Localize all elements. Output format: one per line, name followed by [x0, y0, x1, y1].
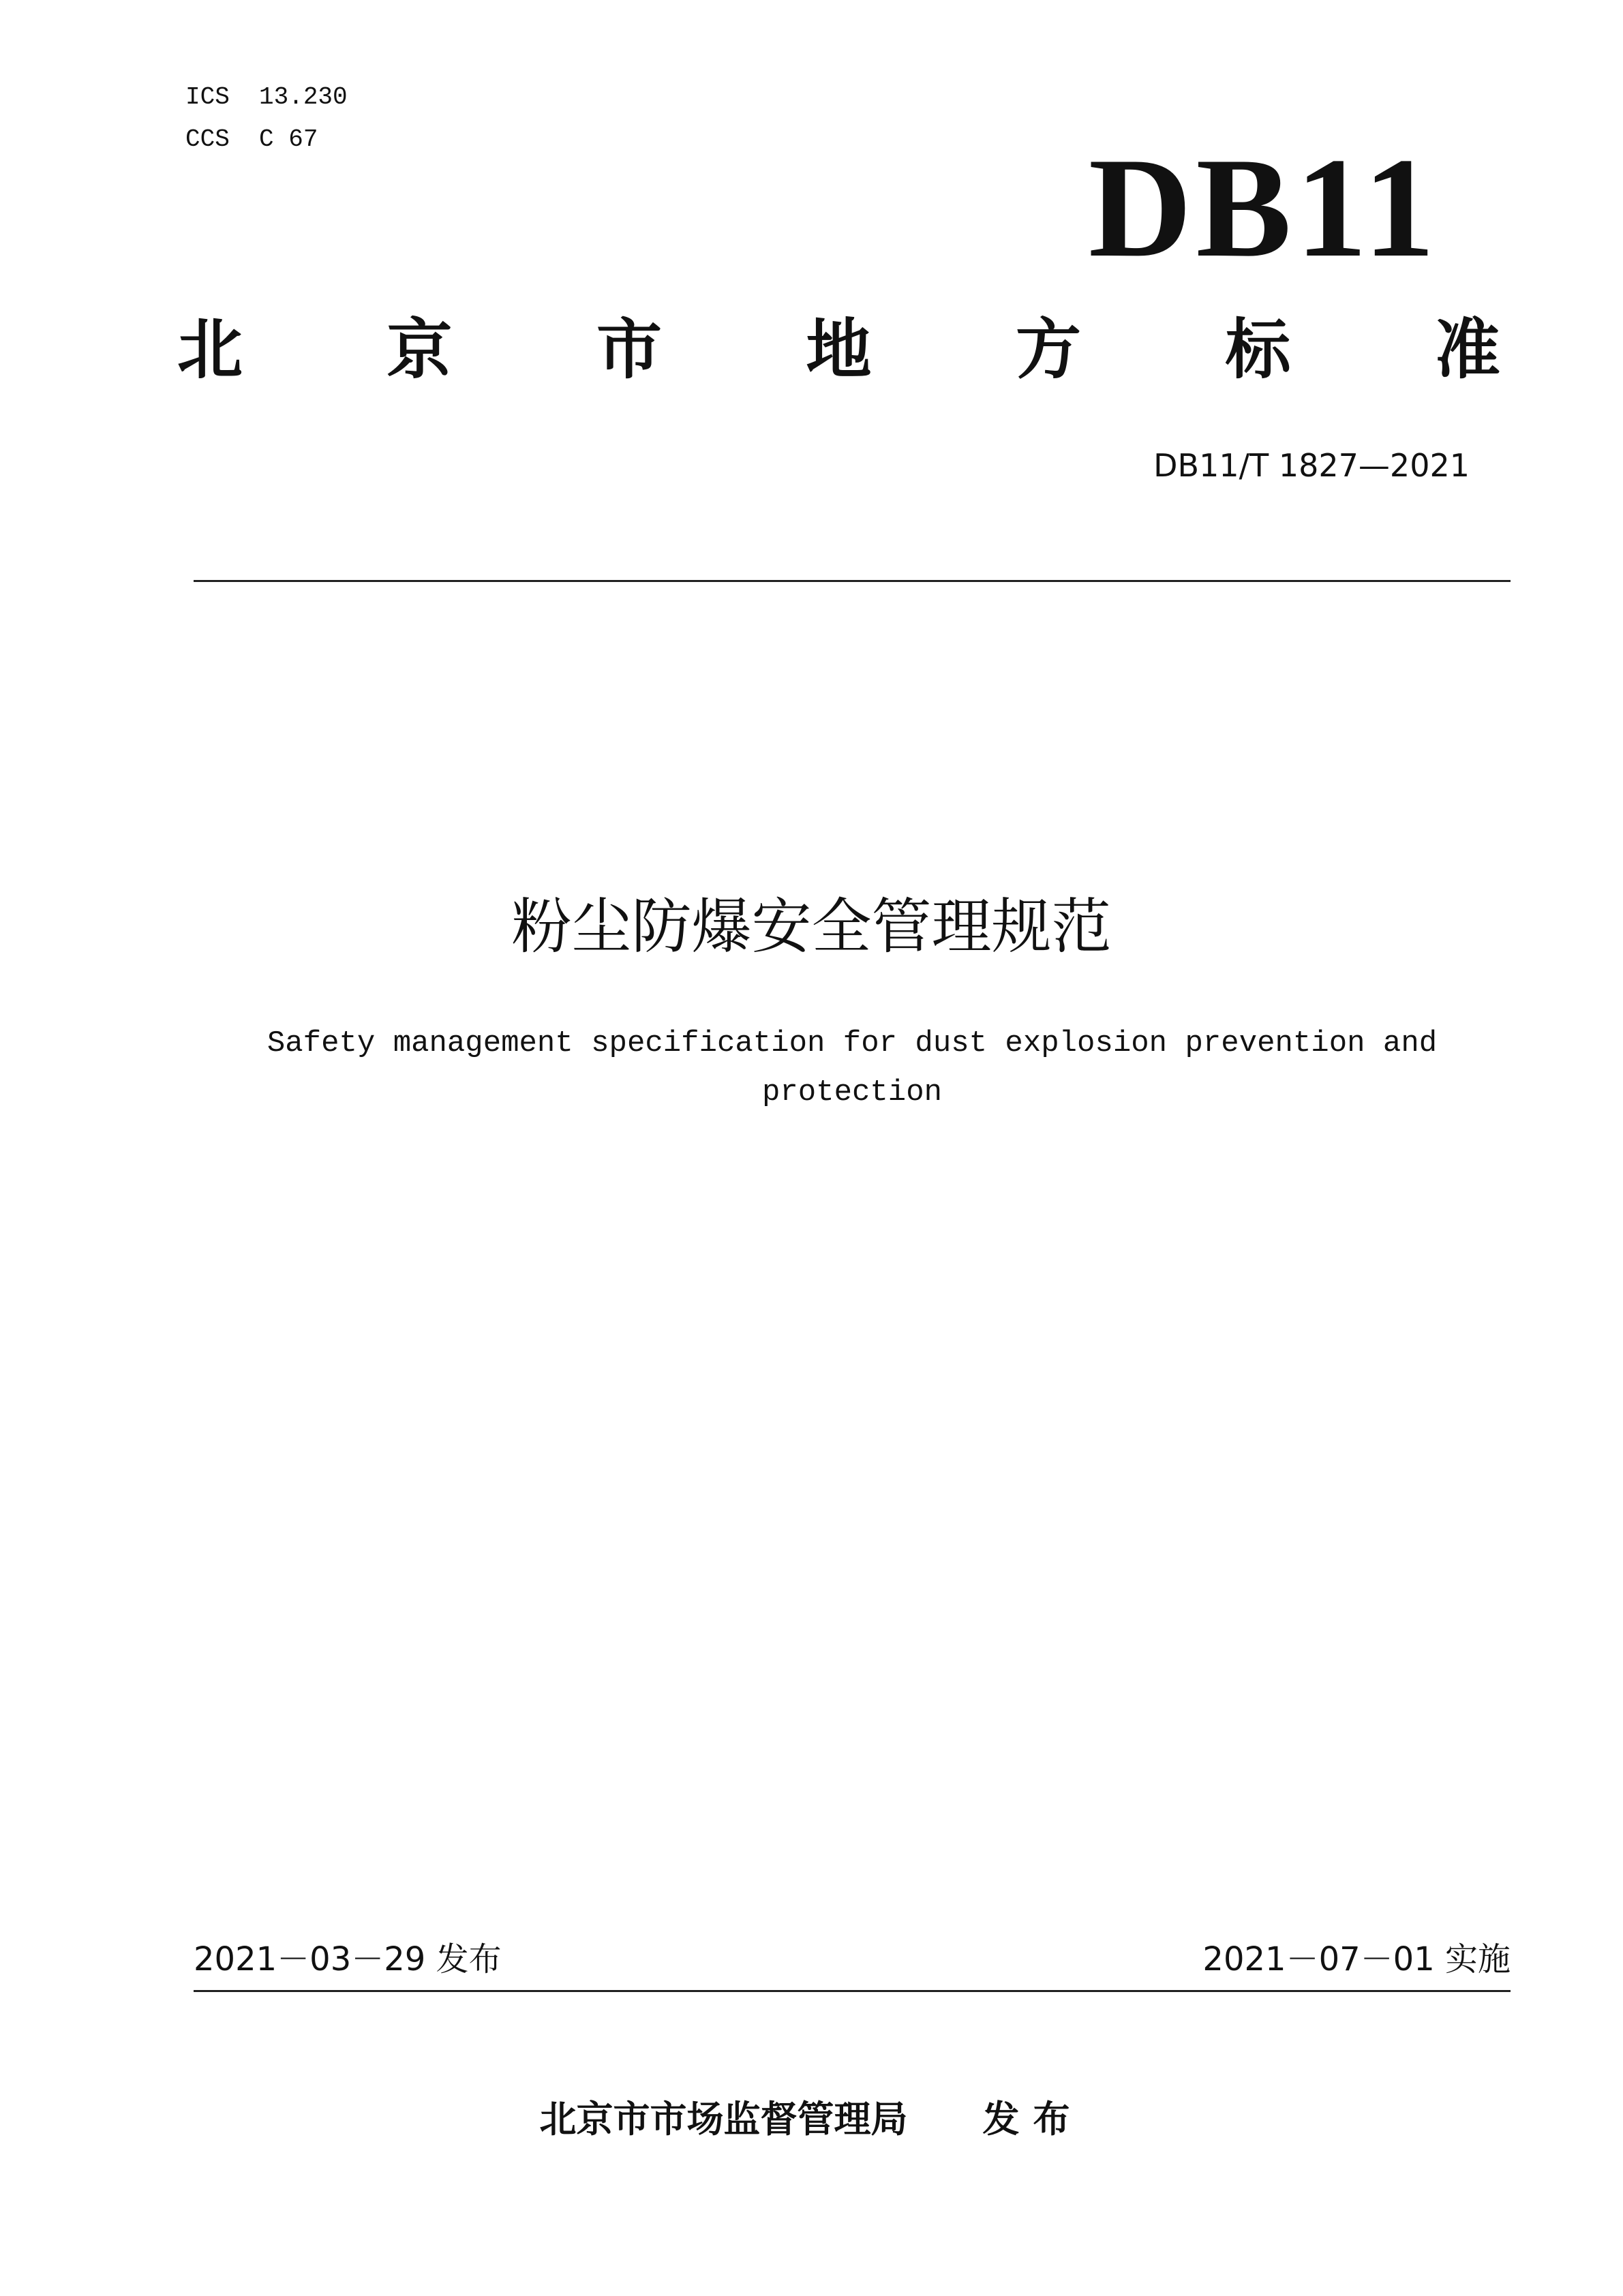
document-title: 粉尘防爆安全管理规范	[511, 891, 1112, 962]
header-divider	[194, 580, 1511, 582]
footer-divider	[194, 1990, 1511, 1992]
issuing-authority: 北京市市场监督管理局	[539, 2098, 908, 2141]
standard-type-char: 准	[1435, 311, 1500, 388]
standard-type-heading	[177, 305, 1500, 394]
dates-row	[194, 1935, 1511, 1983]
standard-type-char: 方	[1016, 311, 1081, 388]
issuer-action: 发布	[982, 2098, 1084, 2141]
implement-date: 2021－07－01 实施	[1202, 1940, 1511, 1978]
standard-type-char: 北	[177, 311, 243, 388]
standard-type-char: 市	[596, 311, 662, 388]
standard-type-char: 标	[1225, 311, 1291, 388]
standard-number: DB11/T 1827—2021	[1153, 447, 1470, 484]
issuer-line	[0, 2089, 1623, 2150]
standard-logo: DB11	[1088, 129, 1439, 287]
document-english-title: Safety management specification for dust explosion prevention and protection	[267, 1026, 1438, 1109]
ics-code: ICS 13.230	[185, 83, 348, 111]
classification-codes	[185, 76, 348, 161]
ccs-code: CCS C 67	[185, 125, 318, 153]
publish-date: 2021－03－29 发布	[194, 1940, 502, 1978]
standard-type-char: 京	[386, 311, 453, 388]
standard-type-char: 地	[806, 311, 872, 388]
